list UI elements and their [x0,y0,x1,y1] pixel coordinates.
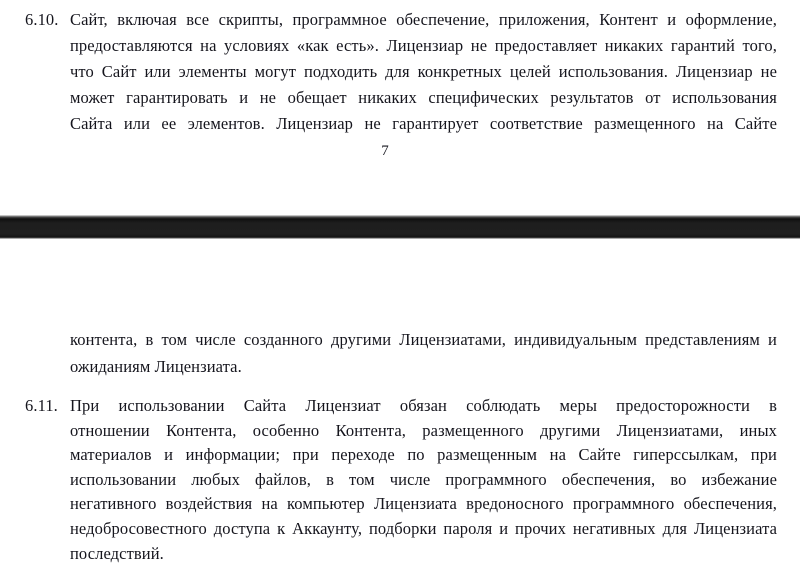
clause-6-11-text [70,394,777,566]
clause-6-10-text [70,7,777,137]
text-line: Сайта или ее элементов. Лицензиар не гарантирует соответствие размещенного на Сайте [70,114,777,133]
text-line: что Сайт или элементы могут подходить для конкретных целей использования. Лицензиар не [70,62,777,81]
text-line: негативного воздействия на компьютер Лицензиата вредоносного программного обеспечения, [70,494,777,514]
text-line: недобросовестного доступа к Аккаунту, подборки пароля и прочих негативных для Лицензиата [70,518,777,538]
text-line: использовании любых файлов, в том числе программного обеспечения, во избежание [70,469,777,489]
page-number: 7 [381,143,389,159]
text-line: отношении Контента, особенно Контента, размещенного другими Лицензиатами, иных [70,420,777,440]
text-line: При использовании Сайта Лицензиат обязан соблюдать меры предосторожности в [70,396,777,415]
text-line: материалов и информации; при переходе по размещенным на Сайте гиперссылкам, при [70,445,777,465]
clause-6-11-number: 6.11. [25,396,58,415]
text-line: может гарантировать и не обещает никаких специфических результатов от использования [70,88,777,107]
page-7 [0,0,800,215]
page-separator-bar [0,215,800,239]
text-line: контента, в том числе созданного другими Лицензиатами, индивидуальным представлениям и [70,330,777,349]
text-line: предоставляются на условиях «как есть». Лицензиар не предоставляет никаких гарантий того, [70,36,777,55]
clause-6-10-continuation-text [70,327,777,380]
text-line: ожиданиям Лицензиата. [70,356,242,376]
text-line: последствий. [70,543,164,563]
text-line: Сайт, включая все скрипты, программное обеспечение, приложения, Контент и оформление, [70,10,777,29]
clause-6-10-number: 6.10. [25,10,59,29]
page-8 [0,239,800,578]
clause-6-11 [25,394,777,566]
clause-6-10 [25,7,777,137]
